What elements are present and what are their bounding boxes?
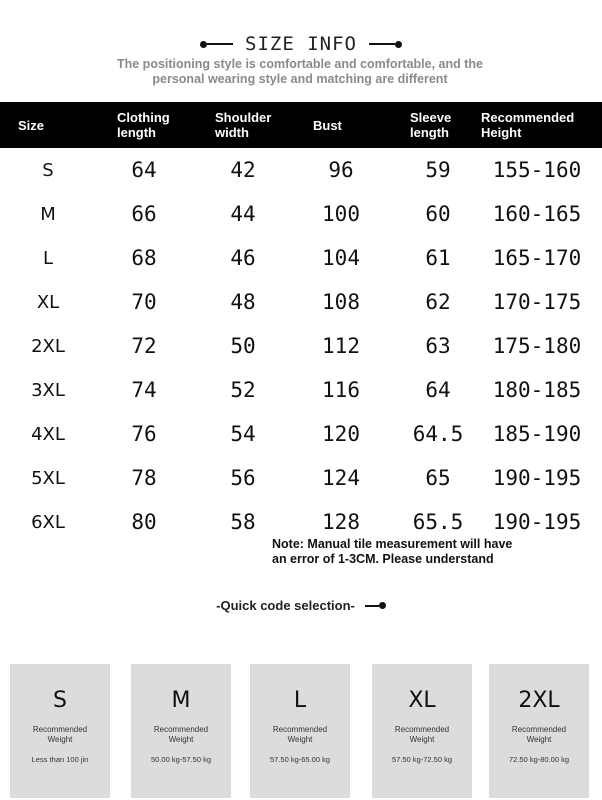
card-weight-range: 57.50 kg-72.50 kg: [391, 755, 453, 764]
size-card[interactable]: [489, 664, 589, 798]
card-size: L: [293, 688, 307, 713]
table-cell: 124: [322, 466, 360, 490]
card-size: S: [53, 688, 67, 713]
title-left-ornament: [200, 41, 233, 48]
size-cell: S: [42, 159, 54, 181]
table-row: [0, 412, 602, 456]
column-header-line-2: length: [410, 125, 449, 140]
size-table-header: [0, 102, 602, 148]
table-cell: 42: [230, 158, 256, 182]
card-weight-label-line-2: Weight: [287, 735, 313, 744]
table-cell: 74: [131, 378, 157, 402]
table-cell: 116: [322, 378, 360, 402]
column-header: [117, 102, 170, 148]
card-weight-label-line-1: Recommended: [394, 725, 450, 734]
quick-code-selection: [0, 598, 602, 613]
quick-code-ornament: [365, 602, 386, 609]
table-row: [0, 368, 602, 412]
table-cell: 78: [131, 466, 157, 490]
column-header: [215, 102, 271, 148]
size-card[interactable]: [131, 664, 231, 798]
table-cell: 112: [322, 334, 360, 358]
title-row: [0, 30, 602, 58]
table-cell: 64.5: [412, 422, 464, 446]
table-row: [0, 324, 602, 368]
card-weight-label-line-2: Weight: [526, 735, 552, 744]
card-weight-label-line-1: Recommended: [272, 725, 328, 734]
card-weight-label: [10, 725, 110, 745]
table-cell: 165-170: [492, 246, 582, 270]
card-weight-label: [131, 725, 231, 745]
card-weight-label-line-2: Weight: [168, 735, 194, 744]
card-weight-label-line-1: Recommended: [32, 725, 88, 734]
column-header-line-1: Clothing: [117, 110, 170, 125]
column-header-line-2: Height: [481, 125, 522, 140]
table-cell: 72: [131, 334, 157, 358]
table-cell: 65: [425, 466, 451, 490]
table-row: [0, 280, 602, 324]
column-header: [18, 102, 44, 148]
size-cell: 2XL: [31, 335, 65, 357]
table-cell: 59: [425, 158, 451, 182]
table-cell: 190-195: [492, 510, 582, 534]
table-cell: 108: [322, 290, 360, 314]
table-cell: 62: [425, 290, 451, 314]
measurement-note: [272, 537, 572, 567]
table-cell: 190-195: [492, 466, 582, 490]
subtitle-line-2: personal wearing style and matching are different: [152, 72, 448, 86]
subtitle-line-1: The positioning style is comfortable and comfortable, and the: [116, 57, 483, 71]
table-cell: 54: [230, 422, 256, 446]
card-weight-range: 50.00 kg-57.50 kg: [150, 755, 212, 764]
size-card[interactable]: [10, 664, 110, 798]
table-cell: 44: [230, 202, 256, 226]
table-row: [0, 192, 602, 236]
size-cell: 5XL: [31, 467, 65, 489]
size-cell: M: [40, 203, 56, 225]
column-header-line-2: width: [215, 125, 249, 140]
table-cell: 104: [322, 246, 360, 270]
subtitle: [60, 57, 540, 87]
table-cell: 66: [131, 202, 157, 226]
table-cell: 46: [230, 246, 256, 270]
card-size: XL: [408, 688, 436, 713]
table-cell: 68: [131, 246, 157, 270]
table-cell: 56: [230, 466, 256, 490]
table-cell: 61: [425, 246, 451, 270]
table-row: [0, 148, 602, 192]
table-cell: 96: [328, 158, 354, 182]
column-header: [410, 102, 451, 148]
table-cell: 155-160: [492, 158, 582, 182]
table-cell: 160-165: [492, 202, 582, 226]
card-weight-label: [489, 725, 589, 745]
table-cell: 175-180: [492, 334, 582, 358]
card-size: M: [171, 688, 191, 713]
size-card[interactable]: [372, 664, 472, 798]
card-weight-label-line-1: Recommended: [511, 725, 567, 734]
note-line-1: Note: Manual tile measurement will have: [272, 537, 513, 551]
quick-size-cards: [0, 664, 602, 800]
table-cell: 65.5: [412, 510, 464, 534]
card-weight-label-line-2: Weight: [47, 735, 73, 744]
table-cell: 64: [131, 158, 157, 182]
table-row: [0, 456, 602, 500]
size-cell: 6XL: [31, 511, 65, 533]
table-cell: 80: [131, 510, 157, 534]
column-header-line-1: Size: [18, 117, 45, 133]
page-title: SIZE INFO: [245, 33, 357, 55]
size-cell: 4XL: [31, 423, 65, 445]
card-weight-label: [372, 725, 472, 745]
size-cell: XL: [36, 291, 60, 313]
size-card[interactable]: [250, 664, 350, 798]
card-size: 2XL: [518, 688, 560, 713]
table-row: [0, 236, 602, 280]
table-cell: 70: [131, 290, 157, 314]
card-weight-range: Less than 100 jin: [31, 755, 89, 764]
column-header: [313, 102, 342, 148]
note-line-2: an error of 1-3CM. Please understand: [272, 552, 494, 566]
size-cell: L: [42, 247, 54, 269]
table-cell: 64: [425, 378, 451, 402]
card-weight-label-line-2: Weight: [409, 735, 435, 744]
column-header-line-1: Shoulder: [215, 110, 272, 125]
title-right-ornament: [369, 41, 402, 48]
column-header: [481, 102, 574, 148]
table-cell: 128: [322, 510, 360, 534]
column-header-line-1: Sleeve: [410, 110, 452, 125]
table-cell: 185-190: [492, 422, 582, 446]
table-cell: 63: [425, 334, 451, 358]
table-cell: 48: [230, 290, 256, 314]
table-cell: 120: [322, 422, 360, 446]
table-cell: 170-175: [492, 290, 582, 314]
card-weight-range: 72.50 kg-80.00 kg: [508, 755, 570, 764]
column-header-line-1: Bust: [313, 117, 342, 133]
table-cell: 60: [425, 202, 451, 226]
size-cell: 3XL: [31, 379, 65, 401]
column-header-line-2: length: [117, 125, 156, 140]
card-weight-range: 57.50 kg-65.00 kg: [269, 755, 331, 764]
table-cell: 50: [230, 334, 256, 358]
table-cell: 180-185: [492, 378, 582, 402]
card-weight-label: [250, 725, 350, 745]
table-cell: 52: [230, 378, 256, 402]
table-cell: 58: [230, 510, 256, 534]
column-header-line-1: Recommended: [481, 110, 575, 125]
card-weight-label-line-1: Recommended: [153, 725, 209, 734]
quick-code-label: -Quick code selection-: [216, 598, 355, 613]
table-cell: 76: [131, 422, 157, 446]
table-cell: 100: [322, 202, 360, 226]
